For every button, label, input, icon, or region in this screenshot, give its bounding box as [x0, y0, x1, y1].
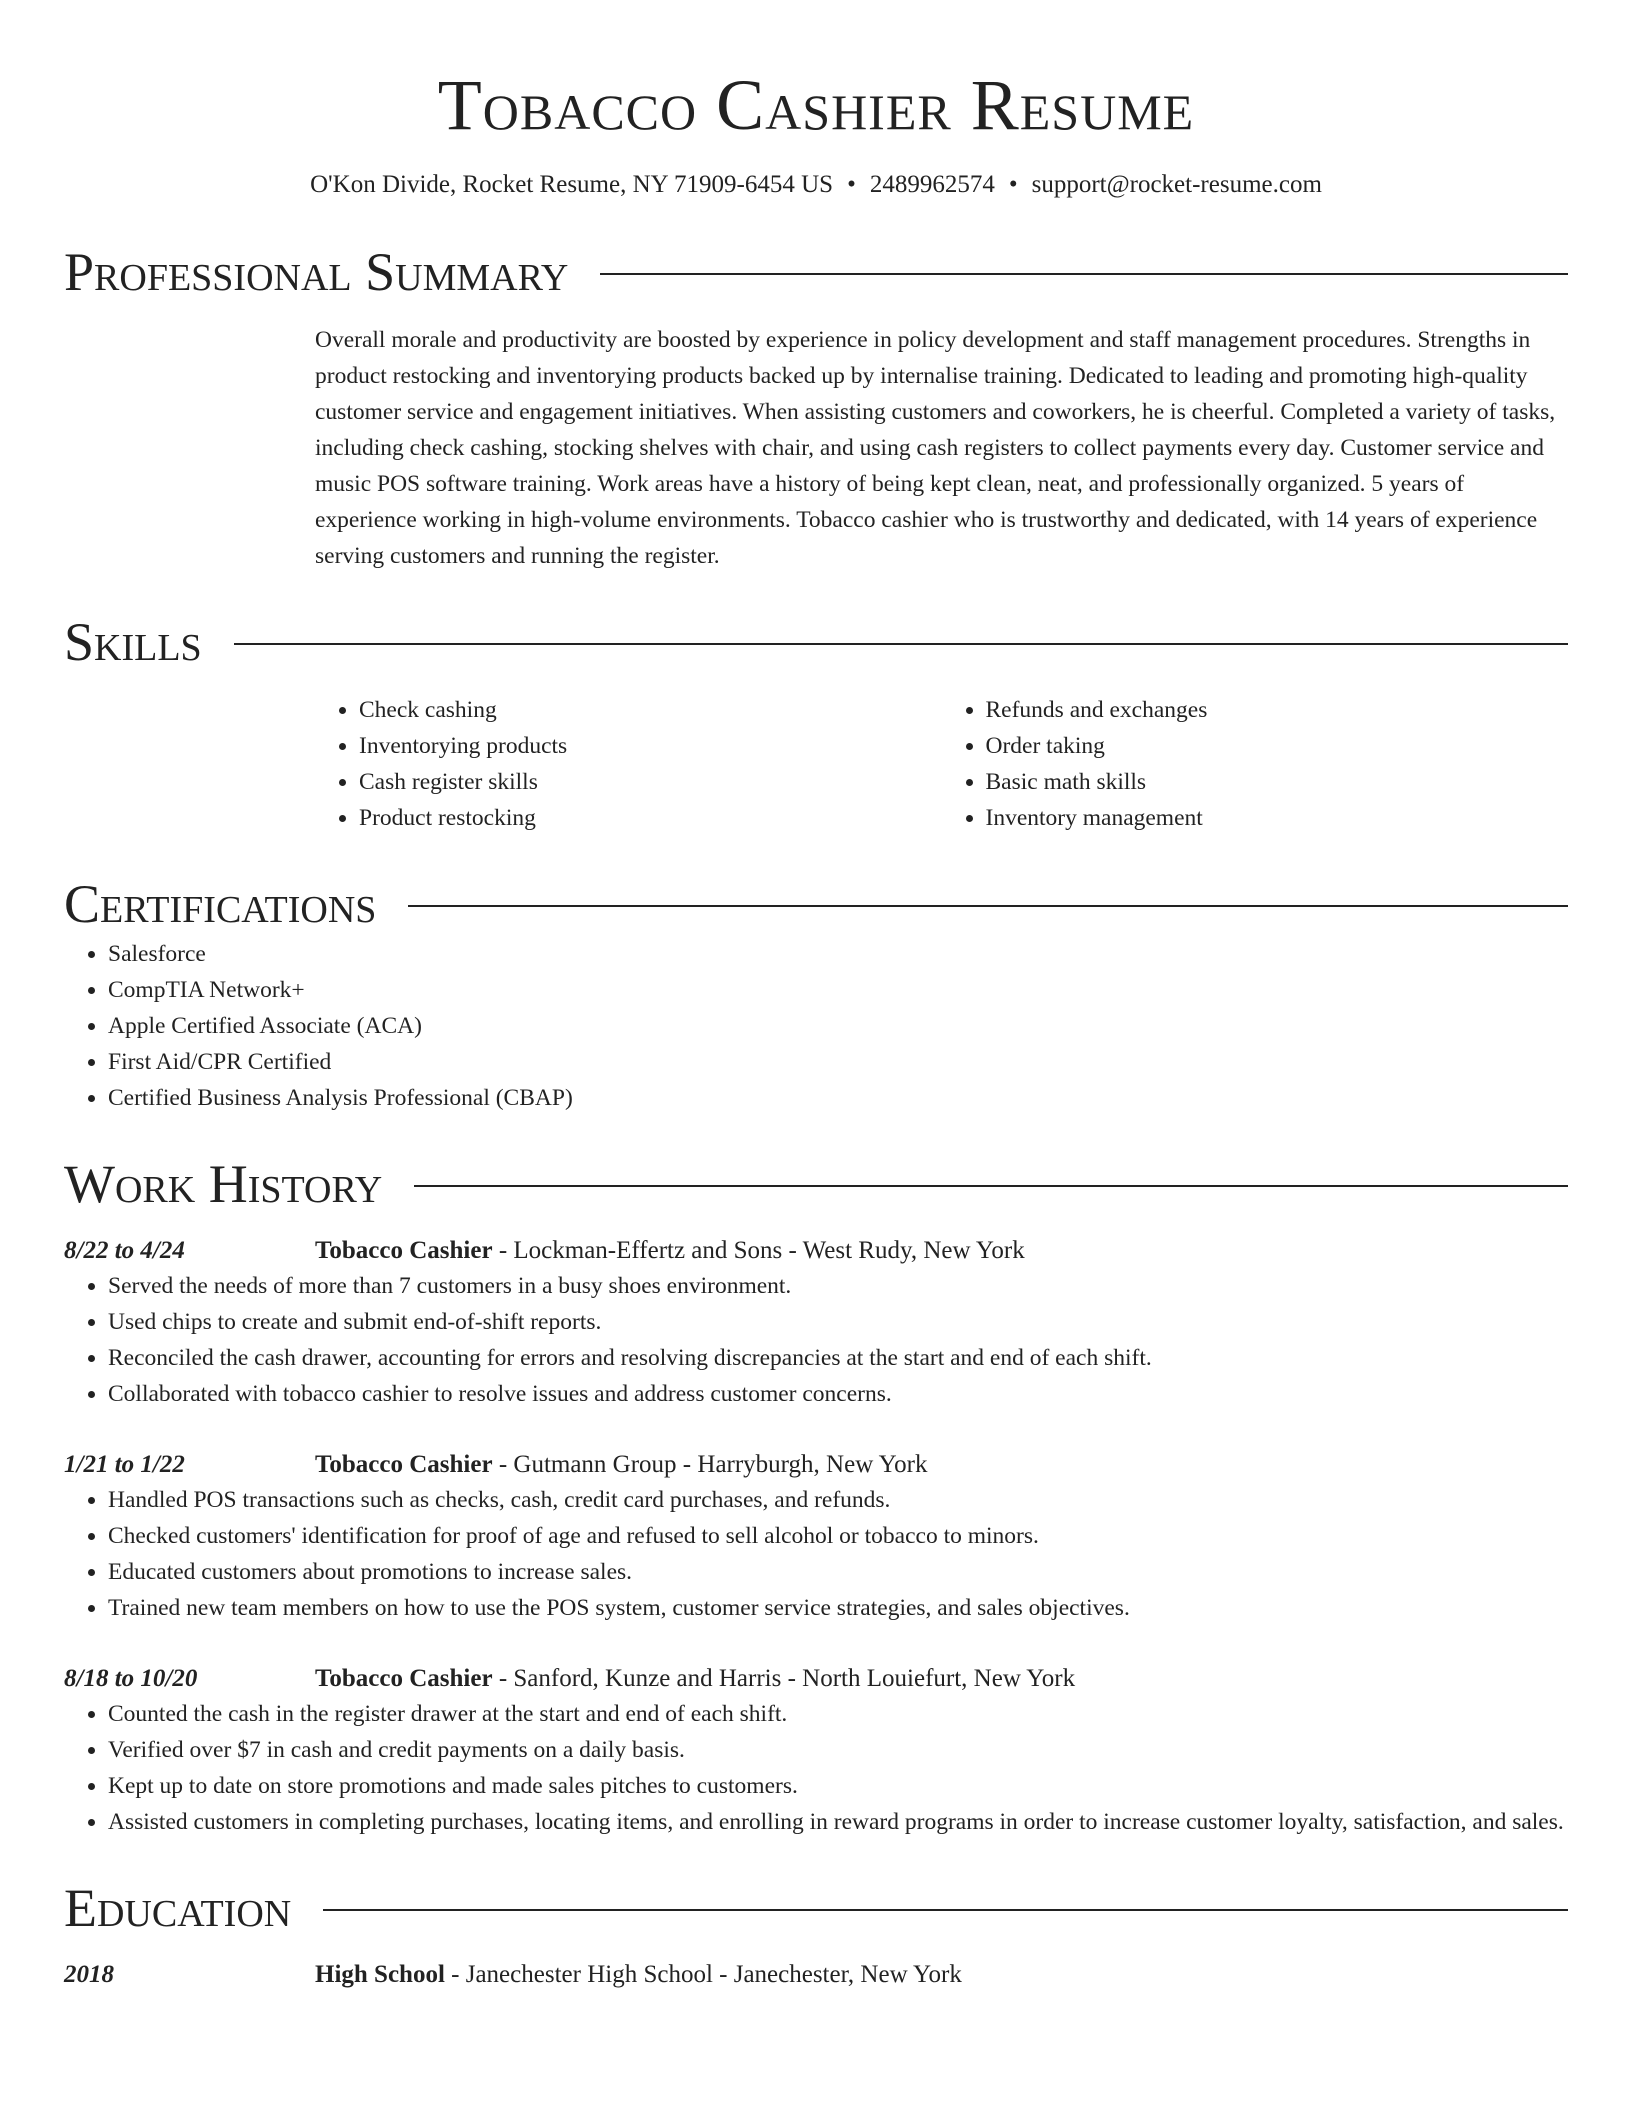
section-header-certifications: [64, 872, 1568, 936]
skill-item: • Refunds and exchanges: [986, 692, 1569, 728]
section-divider: [600, 273, 1568, 275]
job-heading: [315, 1448, 927, 1482]
job-entry: [64, 1662, 1568, 1840]
skill-item: • Product restocking: [359, 800, 942, 836]
education-heading: [315, 1958, 962, 1992]
job-duty: • Collaborated with tobacco cashier to resolve issues and address customer concerns.: [108, 1376, 1568, 1412]
contact-line: [64, 170, 1568, 200]
skill-item: • Inventory management: [986, 800, 1569, 836]
education-year: 2018: [64, 1961, 114, 1988]
job-entry: [64, 1234, 1568, 1412]
job-duties: [64, 1482, 1568, 1626]
job-duty: • Kept up to date on store promotions and made sales pitches to customers.: [108, 1768, 1568, 1804]
section-header-skills: [64, 610, 1568, 674]
section-header-summary: [64, 240, 1568, 304]
job-employer: - Sanford, Kunze and Harris - North Louiefurt, New York: [492, 1665, 1076, 1692]
job-header: [64, 1448, 1568, 1482]
job-header: [64, 1662, 1568, 1696]
skills-column-left: [315, 692, 942, 836]
section-title-certifications: Certifications: [64, 874, 377, 934]
section-divider: [323, 1909, 1568, 1911]
job-dates: 1/21 to 1/22: [64, 1451, 185, 1478]
contact-separator: •: [847, 171, 856, 198]
skill-item: • Cash register skills: [359, 764, 942, 800]
skills-list: [315, 692, 1568, 836]
section-divider: [234, 643, 1568, 645]
job-duty: • Served the needs of more than 7 customers in a busy shoes environment.: [108, 1268, 1568, 1304]
job-employer: - Lockman-Effertz and Sons - West Rudy, New York: [492, 1237, 1025, 1264]
job-duty: • Reconciled the cash drawer, accounting for errors and resolving discrepancies at the start and end of each shift.: [108, 1340, 1568, 1376]
certification-item: • Certified Business Analysis Professional (CBAP): [108, 1080, 1568, 1116]
job-dates: 8/22 to 4/24: [64, 1237, 185, 1264]
contact-phone: 2489962574: [869, 171, 995, 198]
education-header: [64, 1958, 1568, 1992]
job-duty: • Verified over $7 in cash and credit payments on a daily basis.: [108, 1732, 1568, 1768]
resume-page: [64, 0, 1568, 1992]
job-title: Tobacco Cashier: [315, 1665, 493, 1692]
job-dates: 8/18 to 10/20: [64, 1665, 198, 1692]
education-school: - Janechester High School - Janechester, New York: [444, 1961, 962, 1988]
section-title-education: Education: [64, 1878, 292, 1938]
certification-item: • Salesforce: [108, 936, 1568, 972]
skill-item: • Inventorying products: [359, 728, 942, 764]
section-title-work-history: Work History: [64, 1154, 383, 1214]
page-title: Tobacco Cashier Resume: [437, 65, 1195, 145]
section-divider: [414, 1185, 1568, 1187]
skill-item: • Check cashing: [359, 692, 942, 728]
summary-text: Overall morale and productivity are boosted by experience in policy development and staff management procedures. Strengths in product restocking and inventorying products backed up by internalise training. Dedicated to leading and promoting high-quality customer service and engagement initiatives. When assisting customers and coworkers, he is cheerful. Completed a variety of tasks, including check cashing, stocking shelves with chair, and using cash registers to collect payments every day. Customer service and music POS software training. Work areas have a history of being kept clean, neat, and professionally organized. 5 years of experience working in high-volume environments. Tobacco cashier who is trustworthy and dedicated, with 14 years of experience serving customers and running the register.: [315, 327, 1556, 569]
contact-email: support@rocket-resume.com: [1031, 171, 1322, 198]
education-degree: High School: [315, 1961, 445, 1988]
skill-item: • Order taking: [986, 728, 1569, 764]
certification-item: • Apple Certified Associate (ACA): [108, 1008, 1568, 1044]
job-duty: • Trained new team members on how to use the POS system, customer service strategies, and sales objectives.: [108, 1590, 1568, 1626]
skill-item: • Basic math skills: [986, 764, 1569, 800]
job-duty: • Used chips to create and submit end-of-shift reports.: [108, 1304, 1568, 1340]
job-duty: • Assisted customers in completing purchases, locating items, and enrolling in reward programs in order to increase customer loyalty, satisfaction, and sales.: [108, 1804, 1568, 1840]
education-entry: [64, 1958, 1568, 1992]
job-header: [64, 1234, 1568, 1268]
contact-separator: •: [1008, 171, 1018, 198]
job-duty: • Educated customers about promotions to increase sales.: [108, 1554, 1568, 1590]
certification-item: • CompTIA Network+: [108, 972, 1568, 1008]
section-header-education: [64, 1876, 1568, 1940]
section-title-skills: Skills: [64, 612, 202, 672]
section-title-summary: Professional Summary: [64, 242, 569, 302]
job-heading: [315, 1662, 1075, 1696]
section-header-work-history: [64, 1152, 1568, 1216]
job-duties: [64, 1268, 1568, 1412]
job-duty: • Handled POS transactions such as checks, cash, credit card purchases, and refunds.: [108, 1482, 1568, 1518]
contact-address: O'Kon Divide, Rocket Resume, NY 71909-6454 US: [310, 171, 834, 198]
job-employer: - Gutmann Group - Harryburgh, New York: [492, 1451, 928, 1478]
section-divider: [408, 905, 1568, 907]
job-duty: • Counted the cash in the register drawer at the start and end of each shift.: [108, 1696, 1568, 1732]
job-heading: [315, 1234, 1025, 1268]
certification-item: • First Aid/CPR Certified: [108, 1044, 1568, 1080]
job-title: Tobacco Cashier: [315, 1237, 493, 1264]
job-title: Tobacco Cashier: [315, 1451, 493, 1478]
job-entry: [64, 1448, 1568, 1626]
skills-column-right: [942, 692, 1569, 836]
job-duty: • Checked customers' identification for proof of age and refused to sell alcohol or tobacco to minors.: [108, 1518, 1568, 1554]
job-duties: [64, 1696, 1568, 1840]
certifications-list: [64, 936, 1568, 1116]
